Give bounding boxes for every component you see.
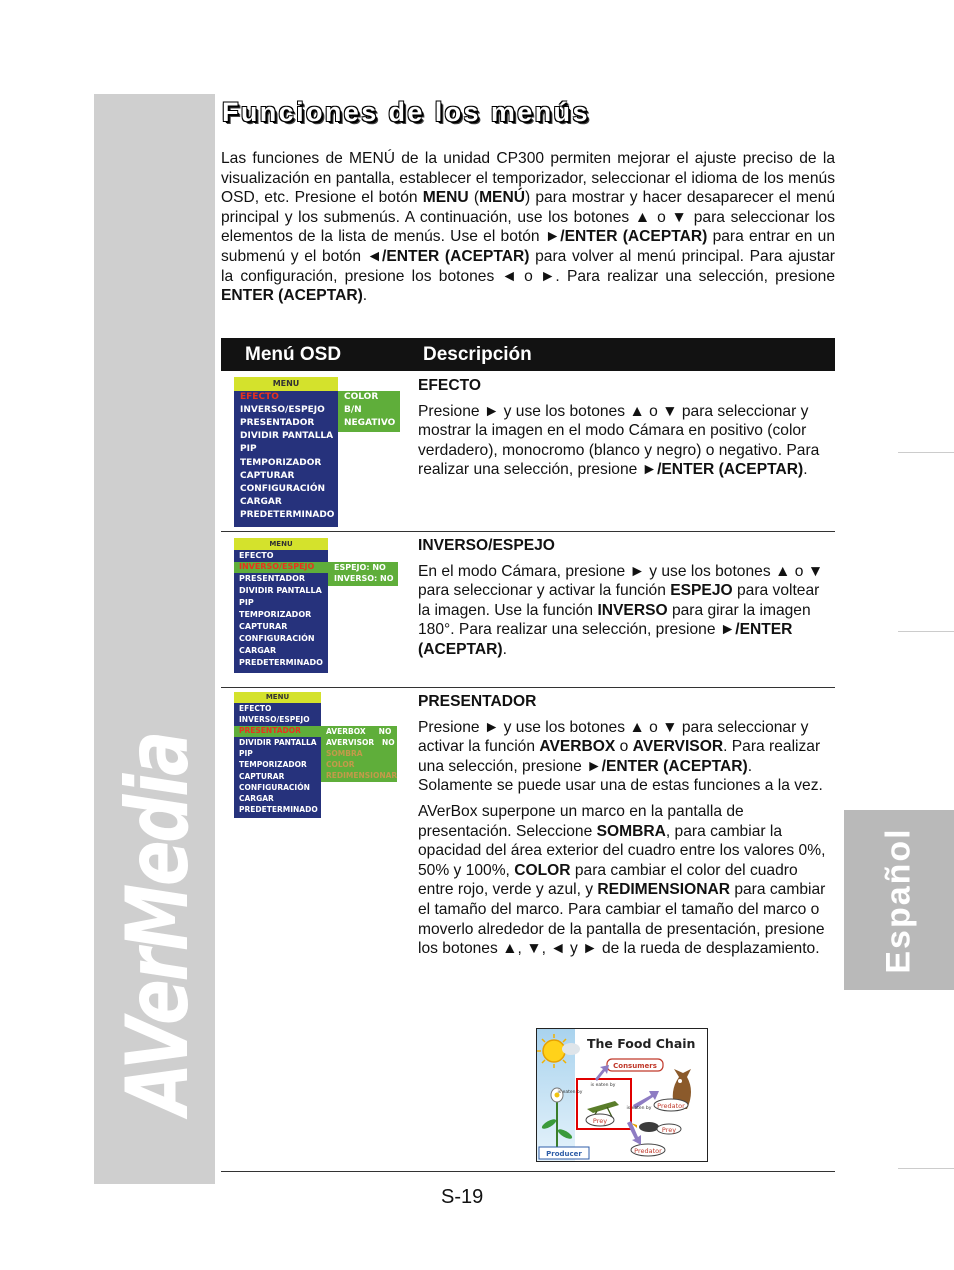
consumers-label: Consumers: [613, 1062, 657, 1070]
osd-item: PRESENTADOR: [239, 726, 301, 735]
osd-main-panel: [234, 703, 321, 818]
osd-item: TEMPORIZADOR: [239, 610, 312, 619]
osd-item: INVERSO/ESPEJO: [239, 562, 315, 571]
row-divider: [221, 687, 835, 688]
svg-text:AVerMedia: AVerMedia: [108, 627, 208, 1115]
column-header-description: Descripción: [423, 344, 532, 365]
prey-label: Prey: [661, 1126, 677, 1134]
sun-icon: [543, 1040, 565, 1062]
eaten-by-label: is eaten by: [590, 1083, 616, 1088]
osd-item: PIP: [240, 444, 257, 454]
osd-item: PRESENTADOR: [240, 418, 315, 428]
predator-label: Predator: [634, 1147, 662, 1155]
osd-item: INVERSO/ESPEJO: [239, 715, 310, 724]
osd-item: DIVIDIR PANTALLA: [240, 431, 334, 441]
section-text: En el modo Cámara, presione ► y use los botones ▲ o ▼ para seleccionar y activar la función ESPEJO para voltear la imagen. Use la función INVERSO para girar la imagen 180°. Para realizar una selección, presione ►/ENTER (ACEPTAR).: [418, 562, 824, 658]
intro-paragraph: Las funciones de MENÚ de la unidad CP300 permiten mejorar el ajuste preciso de la visualización en pantalla, establecer el temporizador, seleccionar el idioma de los menús OSD, etc. Presione el botón MENU (MENÚ) para mostrar y hacer desaparecer el menú principal y los submenús. A continuación, use los botones ▲ o ▼ para seleccionar los elementos de la lista de menús. Use el botón ►/ENTER (ACEPTAR) para entrar en un submenú y el botón ◄/ENTER (ACEPTAR) para volver al menú principal. Para ajustar la configuración, presione los botones ◄ o ►. Para realizar una selección, presione ENTER (ACEPTAR).: [221, 150, 836, 305]
page-number: S-19: [441, 1186, 484, 1208]
osd-subitem: AVERBOX NO: [326, 727, 392, 736]
osd-item: INVERSO/ESPEJO: [240, 405, 325, 415]
osd-item: DIVIDIR PANTALLA: [239, 738, 317, 747]
section-inverso-espejo: [418, 536, 828, 666]
osd-item: TEMPORIZADOR: [239, 760, 307, 769]
osd-item: CONFIGURACIÓN: [240, 484, 326, 494]
predator-label: Predator: [657, 1102, 685, 1110]
osd-menu-header: MENU: [234, 377, 338, 391]
osd-item: CARGAR: [239, 646, 277, 655]
section-text: Presione ► y use los botones ▲ o ▼ para seleccionar y mostrar la imagen en el modo Cámara en positivo (color verdadero), monocromo (blanco y negro) o negativo. Para realizar una selección, presione ►/ENTER (ACEPTAR).: [418, 402, 820, 479]
osd-menu-header: MENU: [234, 692, 321, 703]
osd-item: PIP: [239, 598, 254, 607]
osd-item: CONFIGURACIÓN: [239, 634, 315, 643]
prey-label: Prey: [592, 1117, 608, 1125]
osd-menu-presentador: [234, 692, 404, 822]
osd-item: CONFIGURACIÓN: [239, 783, 310, 792]
osd-item: EFECTO: [240, 392, 279, 402]
cloud-icon: [562, 1043, 580, 1055]
language-tab-espanol: Español: [844, 810, 954, 990]
osd-subitem: NEGATIVO: [344, 418, 396, 428]
osd-submenu: [328, 562, 398, 586]
eaten-by-label: is eaten by: [557, 1090, 583, 1095]
osd-submenu: [338, 391, 400, 432]
osd-item: PREDETERMINADO: [239, 805, 318, 814]
eaten-by-label: is eaten by: [626, 1106, 652, 1111]
edge-divider: [898, 1168, 954, 1169]
osd-subitem: ESPEJO: NO: [334, 563, 386, 572]
avermedia-logo: [108, 627, 208, 1120]
edge-divider: [898, 631, 954, 632]
osd-subitem: SOMBRA: [326, 749, 363, 758]
osd-item: EFECTO: [239, 551, 274, 560]
owl-eye-icon: [678, 1079, 682, 1083]
section-presentador: [418, 692, 828, 965]
osd-menu-header: MENU: [234, 538, 328, 550]
osd-item: PREDETERMINADO: [239, 658, 323, 667]
section-text: AVerBox superpone un marco en la pantalla de presentación. Seleccione SOMBRA, para cambiar la opacidad del área exterior del cuadro entre los valores 0%, 50% y 100%, COLOR para cambiar el color del cuadro entre rojo, verde y azul, y REDIMENSIONAR para cambiar el tamaño del marco. Para cambiar el tamaño del marco o moverlo alrededor de la pantalla de presentación, presione los botones ▲, ▼, ◄ y ► de la rueda de desplazamiento.: [418, 802, 826, 958]
food-chain-title: The Food Chain: [587, 1036, 696, 1051]
row-divider: [221, 531, 835, 532]
osd-subitem: COLOR: [326, 760, 355, 769]
section-heading: EFECTO: [418, 377, 481, 394]
osd-subitem: AVERVISOR NO: [326, 738, 395, 747]
osd-menu-efecto: [234, 377, 404, 527]
osd-item: EFECTO: [239, 704, 272, 713]
column-header-osd-menu: Menú OSD: [245, 344, 342, 365]
osd-subitem: COLOR: [344, 392, 379, 402]
osd-item: CAPTURAR: [239, 772, 285, 781]
osd-subitem: INVERSO: NO: [334, 574, 394, 583]
table-header: [221, 338, 835, 371]
osd-item: TEMPORIZADOR: [240, 458, 322, 468]
osd-item: CARGAR: [239, 794, 274, 803]
section-heading: INVERSO/ESPEJO: [418, 537, 555, 554]
producer-label: Producer: [546, 1150, 582, 1158]
osd-item: CAPTURAR: [239, 622, 288, 631]
osd-subitem: REDIMENSIONAR: [326, 771, 398, 780]
osd-menu-inverso: [234, 538, 404, 674]
osd-main-panel: [234, 550, 328, 673]
osd-subitem: B/N: [344, 405, 362, 415]
section-heading: PRESENTADOR: [418, 693, 537, 710]
osd-main-panel: [234, 391, 338, 527]
food-chain-illustration: [536, 1028, 708, 1162]
osd-item: CARGAR: [240, 497, 282, 507]
osd-item: PIP: [239, 749, 253, 758]
osd-item: PRESENTADOR: [239, 574, 306, 583]
osd-item: DIVIDIR PANTALLA: [239, 586, 322, 595]
osd-submenu: [321, 726, 397, 782]
section-efecto: [418, 376, 828, 486]
edge-divider: [898, 452, 954, 453]
row-divider: [221, 1171, 835, 1172]
grasshopper-icon: [587, 1101, 619, 1113]
bird-icon: [639, 1122, 659, 1132]
page-title: Funciones de los menús: [222, 97, 590, 127]
osd-item: CAPTURAR: [240, 471, 295, 481]
osd-item: PREDETERMINADO: [240, 510, 335, 520]
section-text: Presione ► y use los botones ▲ o ▼ para seleccionar y activar la función AVERBOX o AVERVISOR. Para realizar una selección, presione ►/ENTER (ACEPTAR). Solamente se puede usar una de estas funciones a la vez.: [418, 718, 823, 795]
